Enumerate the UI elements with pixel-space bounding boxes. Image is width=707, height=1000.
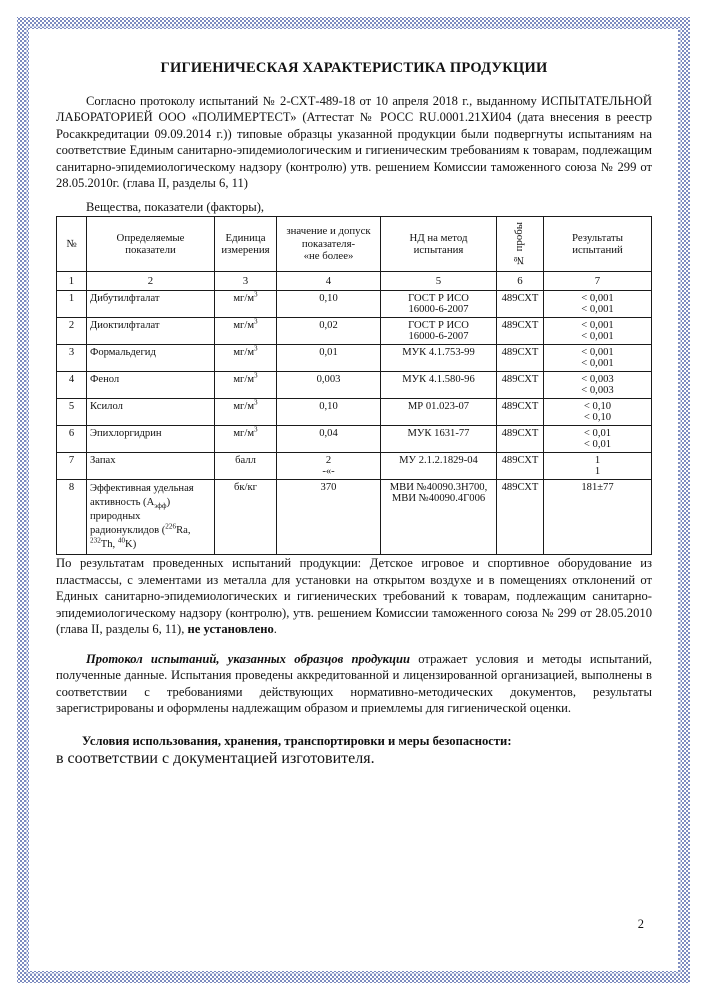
row-unit-text: бк/кг (234, 482, 257, 494)
row-unit-sup: 3 (254, 344, 258, 353)
row-method (381, 318, 497, 345)
colnum-1: 1 (57, 271, 87, 290)
row-result-line1: < 0,001 (581, 320, 614, 332)
conditions-body: в соответствии с документацией изготовителя. (56, 749, 375, 767)
row-result (544, 318, 652, 345)
row-result-line2: < 0,01 (583, 439, 612, 451)
row-unit-text: мг/м (233, 293, 255, 305)
protocol-lead: Протокол испытаний, указанных образцов продукции (86, 651, 411, 666)
row-result-line1: < 0,10 (583, 401, 612, 413)
row-limit: 370 (277, 480, 381, 555)
row-method-line2: МВИ №40090.4Г006 (391, 493, 486, 505)
table-row (57, 345, 652, 372)
row-result (544, 399, 652, 426)
row-sample: 489СХТ (497, 318, 544, 345)
row-limit: 0,01 (277, 345, 381, 372)
row-method-line1: МВИ №40090.3Н700, (389, 482, 488, 494)
conditions-heading: Условия использования, хранения, транспортировки и меры безопасности: (82, 733, 512, 748)
row-sample: 489СХТ (497, 453, 544, 480)
conclusion-paragraph (56, 555, 652, 637)
page-title: ГИГИЕНИЧЕСКАЯ ХАРАКТЕРИСТИКА ПРОДУКЦИИ (160, 60, 548, 76)
row-num: 8 (57, 480, 87, 555)
row-num: 6 (57, 426, 87, 453)
row-unit-sup: 3 (254, 371, 258, 380)
document-content (56, 46, 652, 954)
row-limit: 0,02 (277, 318, 381, 345)
row-limit: 0,04 (277, 426, 381, 453)
row-limit-line2: -«- (322, 466, 335, 478)
protocol-body: отражает условия и методы испытаний, полученные данные. Испытания проведены аккредитованной и лицензированной организацией, выполнены в соответствии с требованиями действующих нормативно-методических документов, результаты зарегистрированы и оформлены надлежащим образом и приемлемы для гигиенической оценки. (56, 651, 652, 716)
header-indicator: Определяемые показатели (87, 216, 215, 271)
row-limit: 0,003 (277, 372, 381, 399)
protocol-paragraph (56, 651, 652, 717)
table-row (57, 372, 652, 399)
row-indicator: Ксилол (87, 399, 215, 426)
table-body (57, 291, 652, 555)
row-unit-text: мг/м (233, 374, 255, 386)
row-limit: 0,10 (277, 399, 381, 426)
row-limit (277, 453, 381, 480)
intro-paragraph: Согласно протоколу испытаний № 2-СХТ-489-18 от 10 апреля 2018 г., выданному ИСПЫТАТЕЛЬНОЙ ЛАБОРАТОРИЕЙ ООО «ПОЛИМЕРТЕСТ» (Аттестат № РОСС RU.0001.21ХИ04 (дата внесения в реестр Росаккредитации 09.09.2014 г.)) типовые образцы указанной продукции были подвергнуты испытаниям на соответствие Единым санитарно-эпидемиологическим и гигиеническим требованиям к товарам, подлежащим санитарно-эпидемиологическому надзору (контролю) утв. решением Комиссии таможенного союза № 299 от 28.05.2010г. (глава II, разделы 6, 11) (56, 94, 652, 191)
conclusion-period: . (273, 622, 277, 637)
row-unit-text: мг/м (233, 347, 255, 359)
table-row (57, 426, 652, 453)
header-limit: значение и допуск показателя- «не более» (277, 216, 381, 271)
table-row (57, 480, 652, 555)
colnum-6: 6 (497, 271, 544, 290)
conclusion-bold-tail: не установлено (187, 622, 274, 637)
row-result-line1: 1 (594, 455, 601, 467)
header-method: НД на метод испытания (381, 216, 497, 271)
row-method (381, 372, 497, 399)
row-unit-text: мг/м (233, 401, 255, 413)
row-method-line2: 16000-6-2007 (408, 331, 469, 343)
row-sample: 489СХТ (497, 372, 544, 399)
row-result (544, 372, 652, 399)
row-unit (215, 291, 277, 318)
row-sample: 489СХТ (497, 291, 544, 318)
row-num: 4 (57, 372, 87, 399)
row-limit: 0,10 (277, 291, 381, 318)
colnum-2: 2 (87, 271, 215, 290)
row-unit-sup: 3 (254, 317, 258, 326)
row-indicator: Эффективная удельная активность $(А_{эфф})$ природных радионуклидов ($^{226}$Ra, $^{232}$Th, $^{40}$K) (87, 480, 215, 555)
conditions-section (56, 734, 652, 768)
row-unit-sup: 3 (254, 425, 258, 434)
colnum-5: 5 (381, 271, 497, 290)
row-unit-sup: 3 (254, 290, 258, 299)
row-unit-text: балл (235, 455, 256, 467)
row-unit (215, 480, 277, 555)
row-indicator: Эпихлоргидрин (87, 426, 215, 453)
row-sample: 489СХТ (497, 480, 544, 555)
row-method (381, 426, 497, 453)
row-result (544, 426, 652, 453)
page-number: 2 (637, 917, 644, 931)
row-result-line2: < 0,10 (583, 412, 612, 424)
row-method-line1: МУК 4.1.753-99 (402, 347, 475, 359)
table-caption: Вещества, показатели (факторы), (86, 199, 265, 214)
column-number-row (57, 271, 652, 290)
row-unit (215, 399, 277, 426)
row-indicator: Фенол (87, 372, 215, 399)
row-sample: 489СХТ (497, 426, 544, 453)
row-unit (215, 345, 277, 372)
row-num: 1 (57, 291, 87, 318)
row-unit-text: мг/м (233, 320, 255, 332)
row-result-line1: < 0,001 (581, 293, 614, 305)
row-indicator: Формальдегид (87, 345, 215, 372)
row-result-line1: < 0,01 (583, 428, 612, 440)
header-result: Результаты испытаний (544, 216, 652, 271)
row-result-line2: < 0,001 (581, 304, 614, 316)
test-results-table (56, 216, 652, 555)
row-method-line2: 16000-6-2007 (408, 304, 469, 316)
conclusion-text: По результатам проведенных испытаний продукции: Детское игровое и спортивное оборудование из пластмассы, с элементами из металла для установки на открытом воздухе и в помещениях отклонений от Единых санитарно-эпидемиологических и гигиенических требований к товарам, подлежащим санитарно-эпидемиологическому надзору (контролю), утв. решением Комиссии таможенного союза № 299 от 28.05.2010 (глава II, разделы 6, 11), (56, 556, 652, 637)
row-method-line1: ГОСТ Р ИСО (408, 320, 469, 332)
row-result-line2: < 0,003 (581, 385, 614, 397)
table-row (57, 453, 652, 480)
colnum-3: 3 (215, 271, 277, 290)
row-method (381, 480, 497, 555)
row-num: 7 (57, 453, 87, 480)
row-indicator: Дибутилфталат (87, 291, 215, 318)
row-num: 2 (57, 318, 87, 345)
colnum-7: 7 (544, 271, 652, 290)
row-method (381, 291, 497, 318)
row-result-line2: 1 (594, 466, 601, 478)
row-limit-line1: 2 (325, 455, 332, 467)
table-header (57, 216, 652, 290)
row-method (381, 453, 497, 480)
row-unit (215, 453, 277, 480)
row-unit (215, 426, 277, 453)
row-indicator: Запах (87, 453, 215, 480)
row-result-line2: < 0,001 (581, 331, 614, 343)
row-method-line1: МР 01.023-07 (407, 401, 470, 413)
row-result (544, 291, 652, 318)
row-result-line2: < 0,001 (581, 358, 614, 370)
header-num: № (57, 216, 87, 271)
colnum-4: 4 (277, 271, 381, 290)
row-result-line1: < 0,003 (581, 374, 614, 386)
row-sample: 489СХТ (497, 345, 544, 372)
row-method-line1: МУ 2.1.2.1829-04 (399, 455, 478, 467)
row-sample: 489СХТ (497, 399, 544, 426)
table-row (57, 318, 652, 345)
row-unit-sup: 3 (254, 398, 258, 407)
row-unit (215, 318, 277, 345)
row-method (381, 399, 497, 426)
header-sample (497, 216, 544, 271)
table-header-row (57, 216, 652, 271)
row-unit (215, 372, 277, 399)
row-result: 181±77 (544, 480, 652, 555)
header-unit: Единица измерения (215, 216, 277, 271)
row-result (544, 453, 652, 480)
table-row (57, 399, 652, 426)
row-indicator: Диоктилфталат (87, 318, 215, 345)
row-result (544, 345, 652, 372)
row-unit-text: мг/м (233, 428, 255, 440)
row-num: 5 (57, 399, 87, 426)
header-sample-vertical-text: № пробы (513, 221, 526, 266)
row-method-line1: ГОСТ Р ИСО (408, 293, 469, 305)
row-method-line1: МУК 1631-77 (407, 428, 470, 440)
row-method-line1: МУК 4.1.580-96 (402, 374, 475, 386)
row-result-line1: < 0,001 (581, 347, 614, 359)
table-row (57, 291, 652, 318)
row-method (381, 345, 497, 372)
row-num: 3 (57, 345, 87, 372)
